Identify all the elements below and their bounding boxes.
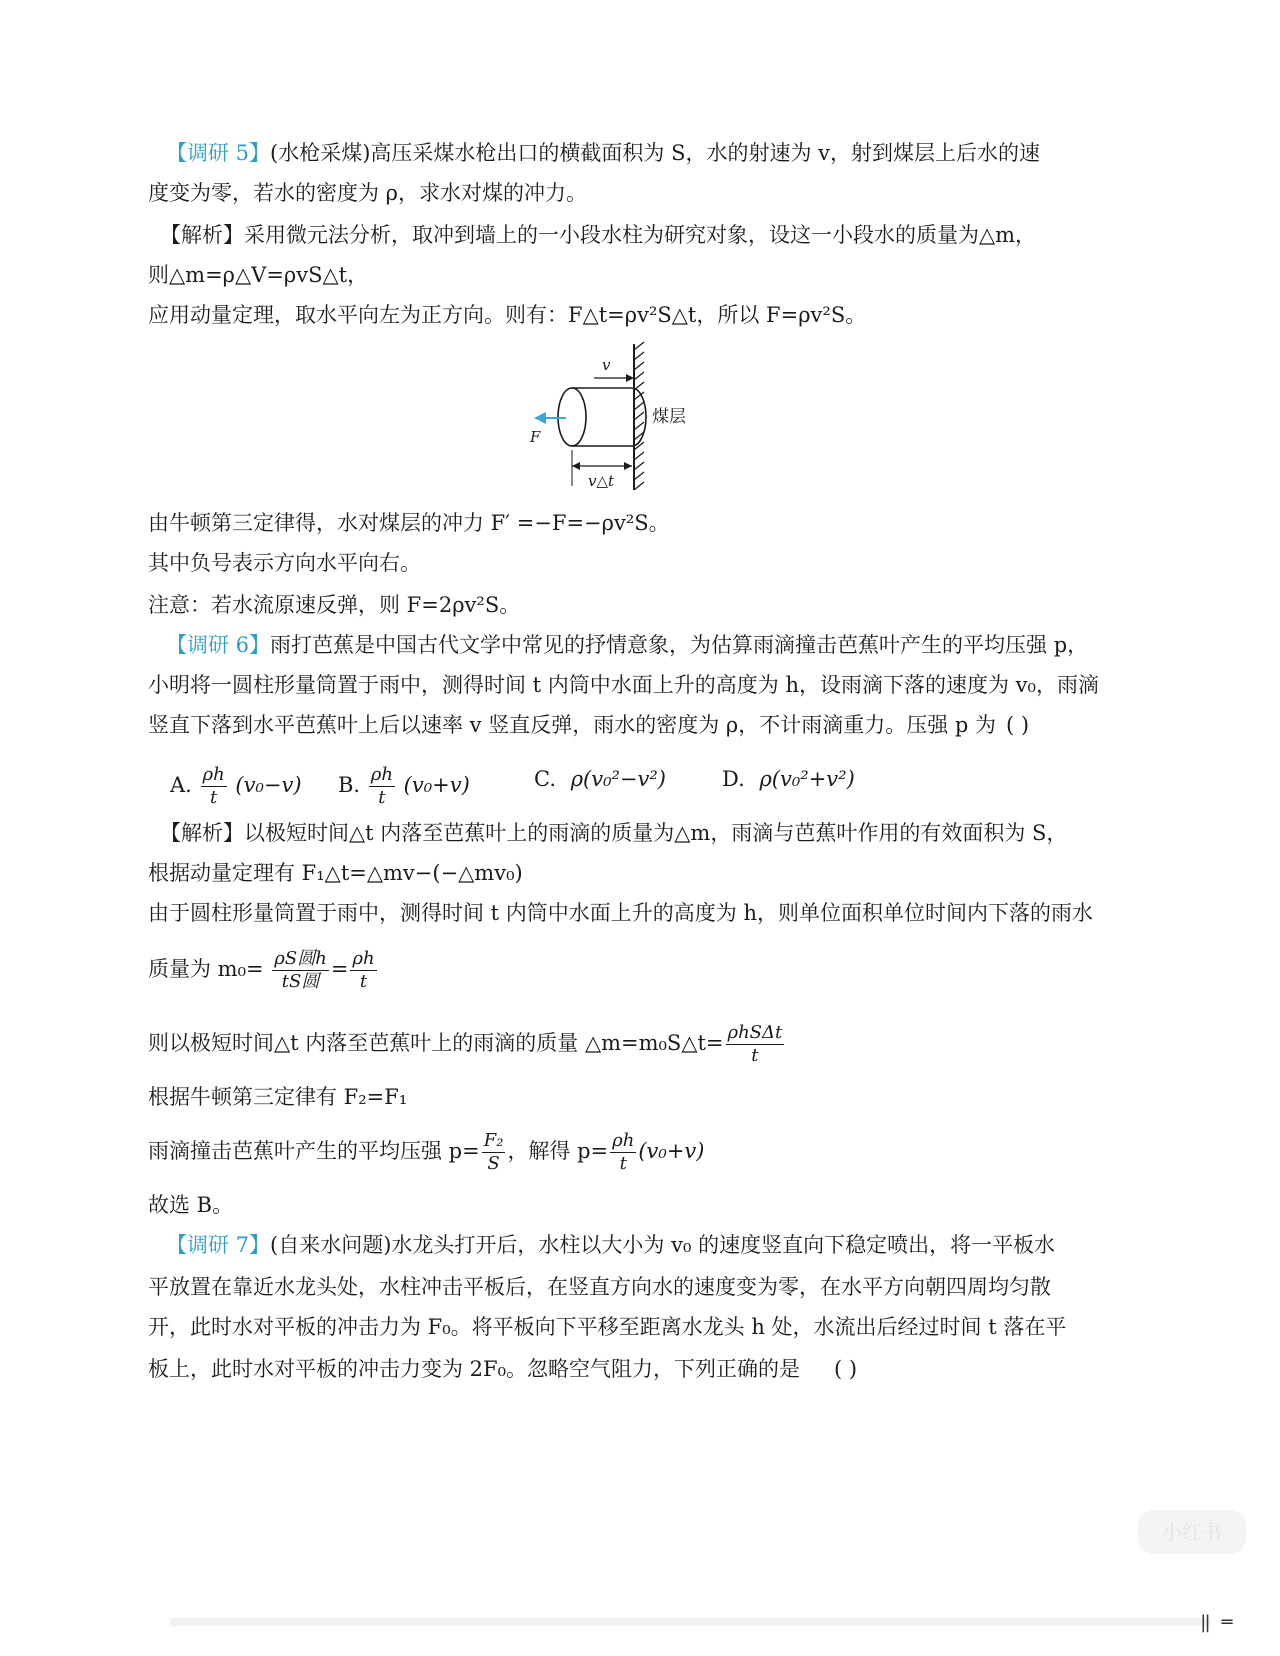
- q6-p-tail: (v₀+v): [638, 1139, 705, 1163]
- option-a-fraction: [201, 764, 227, 809]
- q6-analysis-5: [148, 1018, 786, 1068]
- q6-p-fraction-2: [610, 1130, 636, 1175]
- option-c-label: C.: [534, 767, 556, 791]
- q6-line1: [166, 630, 1088, 660]
- option-a: [170, 764, 302, 809]
- label-coal-seam: 煤层: [652, 407, 686, 427]
- q5-analysis-text1: 采用微元法分析，取冲到墙上的一小段水柱为研究对象，设这一小段水的质量为△m，: [244, 223, 1037, 247]
- q6-mass-eq: =: [330, 957, 349, 981]
- q5-line2: 度变为零，若水的密度为 ρ，求水对煤的冲力。: [148, 181, 588, 205]
- q7-line4: [148, 1354, 858, 1384]
- q5-analysis-1: [160, 220, 1036, 250]
- watermark-logo: 小红书: [1138, 1510, 1246, 1554]
- q6-analysis-4: [148, 944, 379, 994]
- q5-text1: (水枪采煤)高压采煤水枪出口的横截面积为 S，水的射速为 v，射到煤层上后水的速: [270, 141, 1041, 165]
- q6-p-f2-den: t: [619, 1153, 627, 1174]
- q6-analysis-8: 故选 B。: [148, 1193, 234, 1217]
- water-column-diagram: [530, 340, 720, 500]
- footer-marks: ‖ ═: [1200, 1612, 1233, 1633]
- q5-line1: [166, 138, 1040, 168]
- q6-tag: 【调研 6】: [166, 633, 271, 657]
- q6-p-f1-den: S: [487, 1153, 500, 1174]
- option-a-num: ρh: [202, 764, 225, 785]
- q6-analysis-7: [148, 1126, 704, 1176]
- q7-text1: (自来水问题)水龙头打开后，水柱以大小为 v₀ 的速度竖直向下稳定喷出，将一平板水: [270, 1233, 1056, 1257]
- option-b-fraction: [369, 764, 395, 809]
- option-c-text: ρ(v₀²−v²): [570, 767, 666, 791]
- q6-dm-den: t: [751, 1045, 759, 1066]
- q7-line3: 开，此时水对平板的冲击力为 F₀。将平板向下平移至距离水龙头 h 处，水流出后经过时间 t 落在平: [148, 1315, 1067, 1339]
- q5-after-2: 其中负号表示方向水平向右。: [148, 551, 421, 575]
- q6-analysis-tag: 【解析】: [160, 821, 244, 845]
- q6-analysis-1: [160, 818, 1067, 848]
- q7-tag: 【调研 7】: [166, 1233, 271, 1257]
- option-c: [534, 764, 666, 794]
- footer-bar: [170, 1618, 1210, 1626]
- q6-mass-fraction-2: [350, 948, 376, 993]
- q6-mass-fraction-1: [272, 948, 329, 993]
- option-d: [722, 764, 855, 794]
- option-a-den: t: [210, 787, 218, 808]
- q6-mass-f1-num: ρS圆h: [274, 948, 327, 969]
- q6-analysis-text1: 以极短时间△t 内落至芭蕉叶上的雨滴的质量为△m，雨滴与芭蕉叶作用的有效面积为 S，: [244, 821, 1068, 845]
- q6-mass-prefix: 质量为 m₀=: [148, 957, 264, 981]
- label-F: F: [530, 428, 541, 446]
- q6-p-mid: ，解得 p=: [507, 1139, 609, 1163]
- q6-text1: 雨打芭蕉是中国古代文学中常见的抒情意象，为估算雨滴撞击芭蕉叶产生的平均压强 p，: [270, 633, 1089, 657]
- option-b-num: ρh: [370, 764, 393, 785]
- label-v: v: [602, 356, 611, 374]
- q5-after-1: 由牛顿第三定律得，水对煤层的冲力 F′ =−F=−ρv²S。: [148, 511, 670, 535]
- q5-analysis-3: 应用动量定理，取水平向左为正方向。则有：F△t=ρv²S△t，所以 F=ρv²S。: [148, 303, 867, 327]
- q6-dm-fraction: [726, 1022, 785, 1067]
- option-a-tail: (v₀−v): [235, 773, 302, 797]
- q6-analysis-3: 由于圆柱形量筒置于雨中，测得时间 t 内筒中水面上升的高度为 h，则单位面积单位时间内下落的雨水: [148, 901, 1093, 925]
- option-b-label: B.: [338, 773, 361, 797]
- label-v-delta-t: v△t: [588, 472, 615, 490]
- option-b: [338, 764, 470, 809]
- q7-line1: [166, 1230, 1055, 1260]
- water-cylinder: [558, 388, 646, 446]
- q7-answer-paren: ( ): [834, 1357, 858, 1381]
- q5-after-3: 注意：若水流原速反弹，则 F=2ρv²S。: [148, 593, 521, 617]
- option-b-tail: (v₀+v): [403, 773, 470, 797]
- q6-dm-num: ρhSΔt: [727, 1022, 783, 1043]
- q7-text4: 板上，此时水对平板的冲击力变为 2F₀。忽略空气阻力，下列正确的是: [148, 1357, 801, 1381]
- q6-analysis-2: 根据动量定理有 F₁△t=△mv−(−△mv₀): [148, 861, 523, 885]
- q7-line2: 平放置在靠近水龙头处，水柱冲击平板后，在竖直方向水的速度变为零，在水平方向朝四周均匀散: [148, 1275, 1051, 1299]
- q6-line3: [148, 710, 1030, 740]
- q6-options: [170, 752, 930, 808]
- q6-p-f2-num: ρh: [612, 1130, 635, 1151]
- q6-line2: 小明将一圆柱形量筒置于雨中，测得时间 t 内筒中水面上升的高度为 h，设雨滴下落的速度为 v₀，雨滴: [148, 673, 1099, 697]
- q5-tag: 【调研 5】: [166, 141, 271, 165]
- q6-analysis-6: 根据牛顿第三定律有 F₂=F₁: [148, 1085, 408, 1109]
- q6-mass-f1-den: tS圆: [281, 971, 320, 992]
- q6-mass-f2-num: ρh: [352, 948, 375, 969]
- option-d-text: ρ(v₀²+v²): [759, 767, 855, 791]
- option-b-den: t: [378, 787, 386, 808]
- q6-mass-f2-den: t: [359, 971, 368, 992]
- q6-p-f1-num: F₂: [483, 1130, 504, 1151]
- q6-dm-prefix: 则以极短时间△t 内落至芭蕉叶上的雨滴的质量 △m=m₀S△t=: [148, 1031, 724, 1055]
- q6-answer-paren: ( ): [1006, 713, 1030, 737]
- q6-p-prefix: 雨滴撞击芭蕉叶产生的平均压强 p=: [148, 1139, 480, 1163]
- q6-text3: 竖直下落到水平芭蕉叶上后以速率 v 竖直反弹，雨水的密度为 ρ，不计雨滴重力。压强 p 为: [148, 713, 997, 737]
- q5-analysis-tag: 【解析】: [160, 223, 244, 247]
- wall-hatching: [634, 342, 644, 490]
- option-a-label: A.: [170, 773, 192, 797]
- option-d-label: D.: [722, 767, 745, 791]
- q5-analysis-2: 则△m=ρ△V=ρvS△t，: [148, 263, 369, 287]
- q6-p-fraction-1: [482, 1130, 506, 1175]
